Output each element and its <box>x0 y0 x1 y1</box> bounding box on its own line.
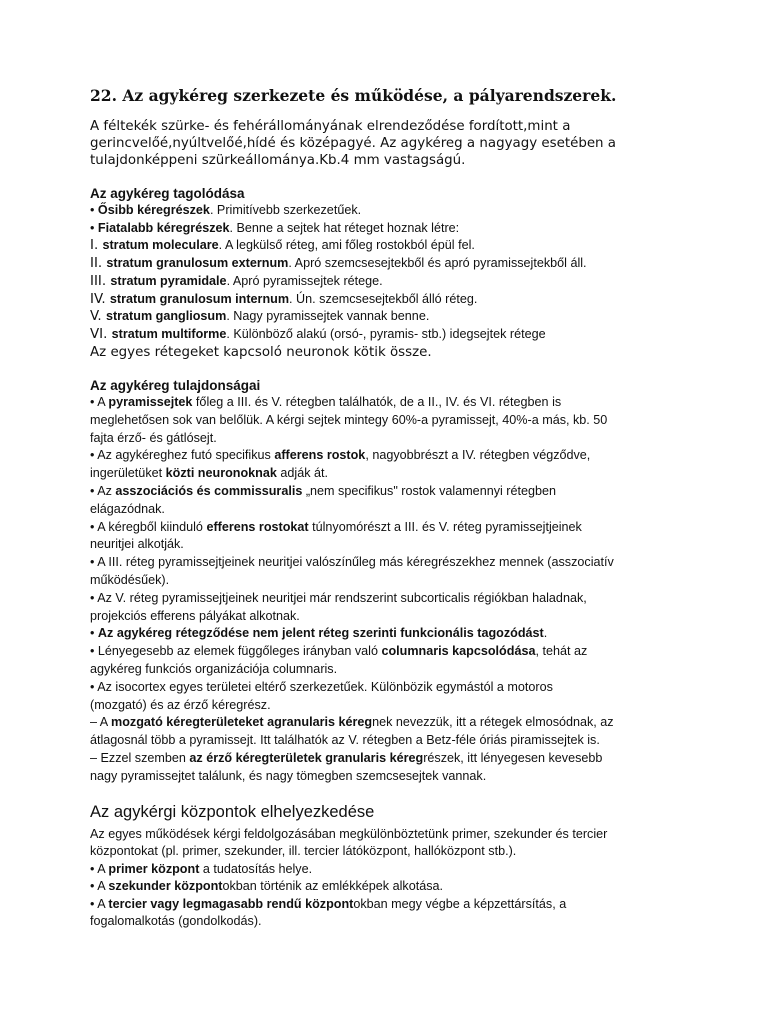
stratum-name: stratum pyramidale <box>110 273 227 288</box>
bold-term: afferens rostok <box>274 448 366 463</box>
text-run: főleg a III. és V. rétegben találhatók, de a II., IV. és VI. rétegben is <box>192 394 562 409</box>
page-title: 22. Az agykéreg szerkezete és működése, a pályarendszerek. <box>90 86 617 105</box>
bold-term: primer központ <box>108 861 200 876</box>
text-run: . A legkülső réteg, ami főleg rostokból épül fel. <box>218 238 475 253</box>
text-run: . Ún. szemcsesejtekből álló réteg. <box>289 291 478 306</box>
roman-numeral: VI. <box>90 327 112 343</box>
section-kozpontok <box>90 802 690 932</box>
list-item <box>90 519 690 537</box>
list-item <box>90 878 690 896</box>
list-item <box>90 554 690 572</box>
roman-numeral: I. <box>90 238 103 254</box>
bold-term: efferens rostokat <box>206 519 309 534</box>
text-run: • A kéregből kiinduló <box>90 519 207 534</box>
text-run: • Lényegesebb az elemek függőleges irányban való <box>90 644 382 659</box>
section-heading: Az agykéreg tagolódása <box>90 186 245 201</box>
list-item <box>90 679 690 697</box>
text-run: – Ezzel szemben <box>90 750 190 765</box>
bold-term: közti neuronoknak <box>165 466 277 481</box>
list-item <box>90 202 690 220</box>
list-item <box>90 750 690 768</box>
text-run: • Az V. réteg pyramissejtjeinek neuritjei már rendszerint subcorticalis régiókban haladnak, <box>90 590 587 605</box>
list-item <box>90 394 690 412</box>
text-run: . Apró szemcsesejtekből és apró pyramissejtekből áll. <box>288 255 587 270</box>
list-item <box>90 643 690 661</box>
list-item-continuation: nagy pyramissejtet találunk, és nagy tömegben szemcsesejtek vannak. <box>90 768 487 783</box>
text-run: • Az <box>90 483 116 498</box>
list-item-continuation: fogalomalkotás (gondolkodás). <box>90 914 262 929</box>
bold-term: Ősibb kéregrészek <box>97 203 210 217</box>
stratum-name: stratum granulosum externum <box>106 255 289 270</box>
section-tagolodas <box>90 185 690 361</box>
bold-term: mozgató kéregterületeket agranularis kéreg <box>111 715 373 730</box>
text-run: . <box>543 626 548 641</box>
stratum-name: stratum gangliosum <box>105 309 227 324</box>
list-item-continuation: elágazódnak. <box>90 501 165 516</box>
section-tulajdonsagai <box>90 377 690 786</box>
bold-term: az érző kéregterületek granularis kéreg <box>189 750 424 765</box>
stratum-item <box>90 291 690 309</box>
text-run: nek nevezzük, itt a rétegek elmosódnak, az <box>372 715 614 730</box>
bold-term: asszociációs és commissuralis <box>115 483 303 498</box>
text-run: . Nagy pyramissejtek vannak benne. <box>226 309 430 324</box>
text-run: • A III. réteg pyramissejtjeinek neuritjei valószínűleg más kéregrészekhez mennek (asszociatív <box>90 555 614 570</box>
text-run: „nem specifikus" rostok valamennyi rétegben <box>302 483 557 498</box>
text-run: . Különböző alakú (orsó-, pyramis- stb.) idegsejtek rétege <box>226 327 546 342</box>
document-page <box>90 86 690 931</box>
roman-numeral: II. <box>90 255 107 271</box>
list-item-continuation: (mozgató) és az érző kéregrész. <box>90 697 271 712</box>
text-run: • A <box>90 861 109 876</box>
list-item <box>90 861 690 879</box>
stratum-name: stratum multiforme <box>111 327 227 342</box>
text-run: • A <box>90 896 109 911</box>
text-run: a tudatosítás helye. <box>199 861 313 876</box>
list-item-continuation: fajta érző- és gátlósejt. <box>90 430 217 445</box>
stratum-item <box>90 255 690 273</box>
roman-numeral: III. <box>90 273 111 289</box>
section-heading: Az agykéreg tulajdonságai <box>90 377 261 393</box>
text-run: okban történik az emlékképek alkotása. <box>222 879 443 894</box>
list-item <box>90 714 690 732</box>
stratum-name: stratum granulosum internum <box>109 291 290 306</box>
text-run: • <box>90 626 98 641</box>
stratum-item <box>90 308 690 326</box>
list-item-continuation: meglehetősen sok van belőlük. A kérgi sejtek mintegy 60%-a pyramissejt, 40%-a más, kb. 50 <box>90 412 608 427</box>
list-item-continuation: agykéreg funkciós organizációja columnaris. <box>90 661 338 676</box>
text-run: túlnyomórészt a III. és V. réteg pyramissejtjeinek <box>308 519 582 534</box>
intro-paragraph: A féltekék szürke- és fehérállományának elrendeződése fordított,mint a gerincvelőé,nyúltvelőé,hídé és középagyé. Az agykéreg a nagyagy esetében a tulajdonképpeni szürkeállománya.Kb.4 mm vastagságú. <box>90 119 617 168</box>
bold-term: Fiatalabb kéregrészek <box>97 220 230 235</box>
text-run: – A <box>90 715 112 730</box>
text-run: részek, itt lényegesen kevesebb <box>423 750 603 765</box>
list-item-continuation: működésűek). <box>90 572 170 587</box>
section-heading: Az agykérgi központok elhelyezkedése <box>90 802 375 821</box>
list-item <box>90 625 690 643</box>
list-item <box>90 590 690 608</box>
text-run: , tehát az <box>535 644 588 659</box>
roman-numeral: IV. <box>90 291 110 307</box>
list-item <box>90 447 690 465</box>
bold-term: Az agykéreg rétegződése nem jelent réteg szerinti funkcionális tagozódást <box>97 626 544 641</box>
bold-term: columnaris kapcsolódása <box>381 644 536 659</box>
roman-numeral: V. <box>90 309 106 325</box>
stratum-item <box>90 237 690 255</box>
text-run: okban megy végbe a képzettársítás, a <box>353 896 567 911</box>
bold-term: pyramissejtek <box>108 394 193 409</box>
list-item <box>90 483 690 501</box>
text-run: . Apró pyramissejtek rétege. <box>226 273 383 288</box>
text-run: • Az isocortex egyes területei eltérő szerkezetűek. Különbözik egymástól a motoros <box>90 679 553 694</box>
paragraph-line: Az egyes működések kérgi feldolgozásában megkülönböztetünk primer, szekunder és tercier <box>90 826 608 841</box>
text-run: adják át. <box>276 466 328 481</box>
list-item-continuation: átlagosnál több a pyramissejt. Itt találhatók az V. rétegben a Betz-féle óriás piramissejtek is. <box>90 733 600 748</box>
list-item-continuation: neuritjei alkotják. <box>90 537 184 552</box>
paragraph-line: központokat (pl. primer, szekunder, ill. tercier látóközpont, hallóközpont stb.). <box>90 844 517 859</box>
bold-term: tercier vagy legmagasabb rendű központ <box>108 896 354 911</box>
list-item <box>90 220 690 238</box>
text-run: . Primitívebb szerkezetűek. <box>209 203 362 217</box>
text-run: ingerületüket <box>90 466 166 481</box>
text-run: , nagyobbrészt a IV. rétegben végződve, <box>365 448 591 463</box>
strata-closing: Az egyes rétegeket kapcsoló neuronok kötik össze. <box>90 344 432 360</box>
list-item-continuation: projekciós efferens pályákat alkotnak. <box>90 608 300 623</box>
stratum-item <box>90 326 690 344</box>
stratum-name: stratum moleculare <box>102 238 219 253</box>
text-run: • Az agykéreghez futó specifikus <box>90 448 275 463</box>
bullet: • <box>90 203 98 217</box>
text-run: • A <box>90 879 109 894</box>
list-item-continuation <box>90 465 690 483</box>
list-item <box>90 896 690 914</box>
text-run: . Benne a sejtek hat réteget hoznak létre: <box>229 220 460 235</box>
text-run: • A <box>90 394 109 409</box>
stratum-item <box>90 273 690 291</box>
bold-term: szekunder központ <box>108 879 223 894</box>
bullet: • <box>90 220 98 235</box>
